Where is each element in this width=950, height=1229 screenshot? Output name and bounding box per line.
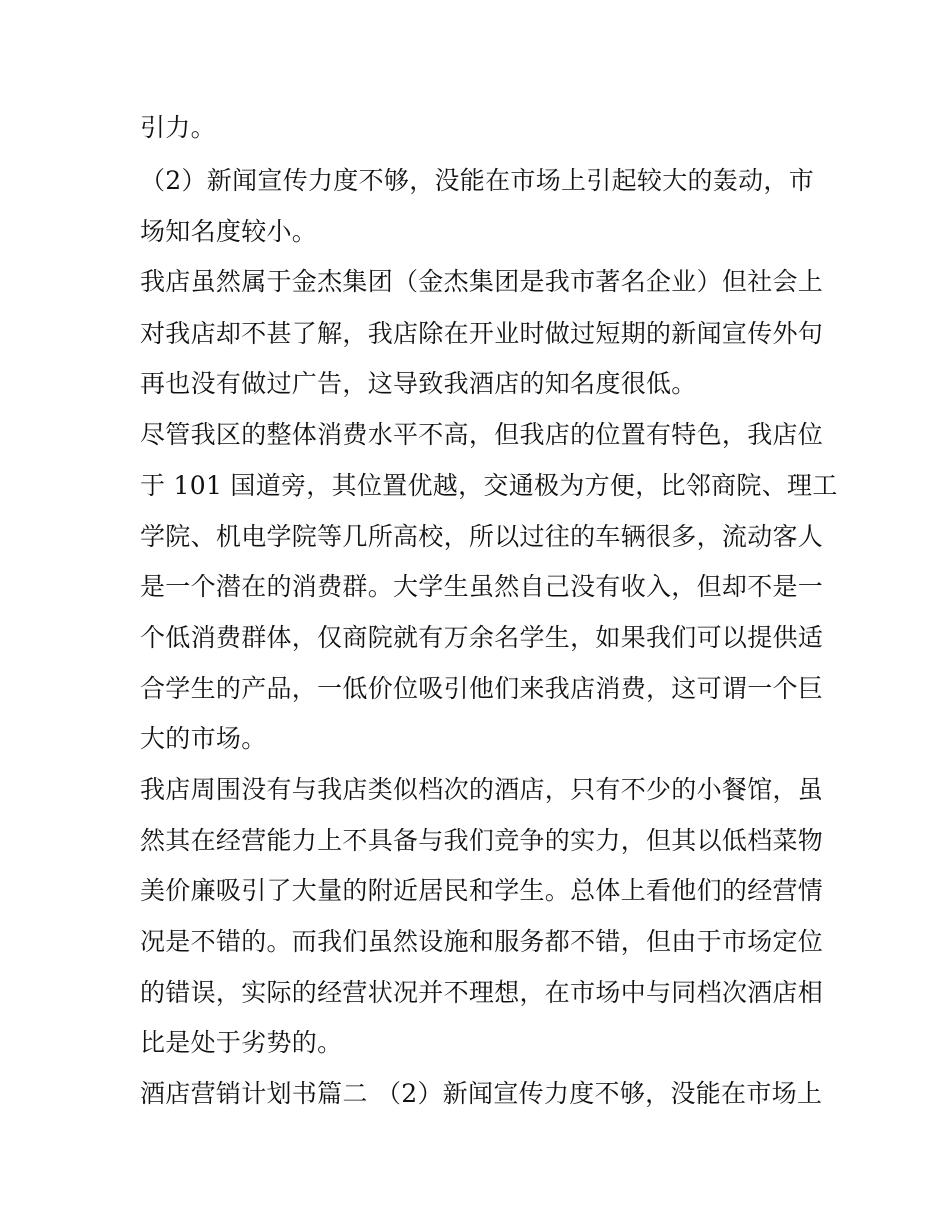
- text-line: 学院、机电学院等几所高校，所以过往的车辆很多，流动客人: [140, 522, 824, 551]
- text-line: 是一个潜在的消费群。大学生虽然自己没有收入，但却不是一: [140, 572, 824, 601]
- text-line: 大的市场。: [140, 724, 267, 753]
- text-line: 比是处于劣势的。: [140, 1028, 343, 1057]
- text-line: 合学生的产品，一低价位吸引他们来我店消费，这可谓一个巨: [140, 674, 824, 703]
- text-line: 再也没有做过广告，这导致我酒店的知名度很低。: [140, 369, 697, 398]
- text-line: 然其在经营能力上不具备与我们竞争的实力，但其以低档菜物: [140, 826, 824, 855]
- text-line: （2）新闻宣传力度不够，没能在市场上引起较大的轰动，市: [140, 166, 815, 195]
- text-line: 于 101 国道旁，其位置优越，交通极为方便，比邻商院、理工: [140, 471, 838, 500]
- text-line: 美价廉吸引了大量的附近居民和学生。总体上看他们的经营情: [140, 876, 824, 905]
- text-line: 尽管我区的整体消费水平不高，但我店的位置有特色，我店位: [140, 420, 824, 449]
- text-line: 引力。: [140, 113, 216, 142]
- text-line: 的错误，实际的经营状况并不理想，在市场中与同档次酒店相: [140, 978, 824, 1007]
- text-line: 我店虽然属于金杰集团（金杰集团是我市著名企业）但社会上: [140, 267, 824, 296]
- text-line: 个低消费群体，仅商院就有万余名学生，如果我们可以提供适: [140, 623, 824, 652]
- text-line: 酒店营销计划书篇二 （2）新闻宣传力度不够，没能在市场上: [140, 1079, 823, 1108]
- text-line: 况是不错的。而我们虽然设施和服务都不错，但由于市场定位: [140, 927, 824, 956]
- text-line: 我店周围没有与我店类似档次的酒店，只有不少的小餐馆，虽: [140, 775, 824, 804]
- text-line: 对我店却不甚了解，我店除在开业时做过短期的新闻宣传外句: [140, 319, 824, 348]
- text-line: 场知名度较小。: [140, 217, 318, 246]
